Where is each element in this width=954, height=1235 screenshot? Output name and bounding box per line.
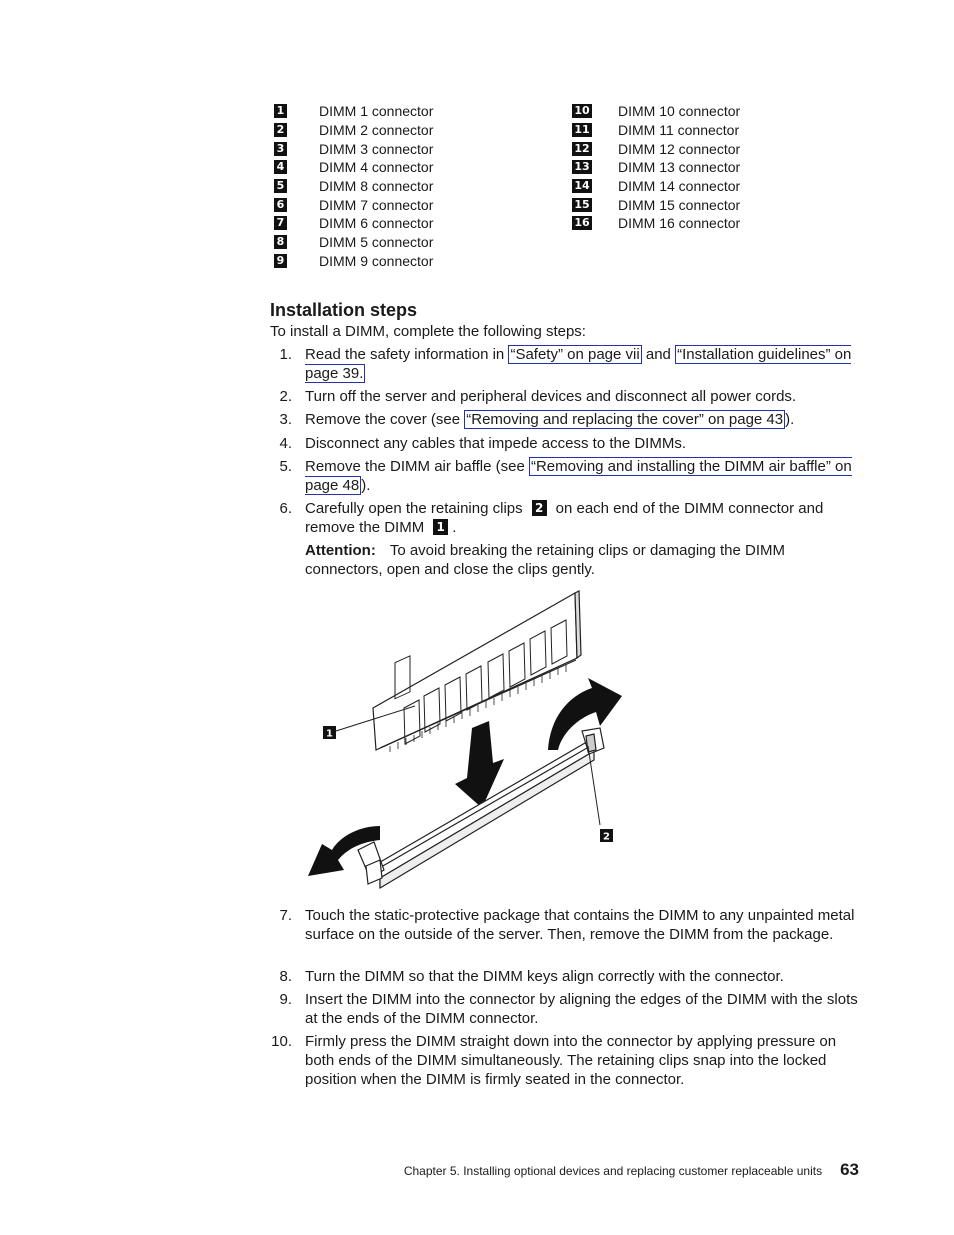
legend-item	[274, 214, 504, 233]
legend-label: DIMM 8 connector	[319, 178, 434, 195]
legend-label: DIMM 7 connector	[319, 196, 434, 213]
step-text: Read the safety information in	[305, 346, 509, 363]
step-text: and	[641, 346, 676, 363]
callout-badge: 16	[572, 216, 592, 230]
page-footer	[404, 1160, 859, 1180]
legend-label: DIMM 13 connector	[618, 159, 741, 176]
legend-label: DIMM 15 connector	[618, 196, 741, 213]
legend-label: DIMM 3 connector	[319, 140, 434, 157]
legend-item	[572, 102, 802, 121]
legend-label: DIMM 16 connector	[618, 215, 741, 232]
legend-item	[572, 214, 802, 233]
legend-item	[572, 158, 802, 177]
step-number: 9.	[279, 991, 292, 1008]
page-number: 63	[840, 1160, 859, 1179]
legend-label: DIMM 9 connector	[319, 252, 434, 269]
callout-badge: 1	[433, 519, 448, 535]
installation-guidelines-link[interactable]: “Installation guidelines” on page 39.	[305, 346, 852, 382]
step-number: 2.	[279, 388, 292, 405]
step-number: 4.	[279, 435, 292, 452]
section-title: Installation steps	[270, 300, 418, 320]
step-text: Firmly press the DIMM straight down into the connector by applying pressure on both ends of the DIMM simultaneously. The retaining clips snap into the locked position when the DIMM is firmly seated in the connector.	[305, 1033, 837, 1088]
step-text: on each end of the DIMM connector and remove the DIMM	[305, 500, 824, 536]
callout-badge: 8	[274, 235, 287, 249]
legend-item	[274, 233, 504, 252]
step-number: 3.	[279, 411, 292, 428]
step-text: Carefully open the retaining clips	[305, 500, 523, 517]
attention-note	[305, 541, 865, 579]
legend-label: DIMM 10 connector	[618, 103, 741, 120]
dimm-removal-figure	[300, 588, 630, 898]
legend-item	[572, 139, 802, 158]
legend-label: DIMM 4 connector	[319, 159, 434, 176]
step-text: Touch the static-protective package that contains the DIMM to any unpainted metal surface on the outside of the server. Then, remove the DIMM from the package.	[305, 907, 855, 943]
callout-badge: 10	[572, 104, 592, 118]
callout-badge: 2	[274, 123, 287, 137]
legend-label: DIMM 12 connector	[618, 140, 741, 157]
safety-link[interactable]: “Safety” on page vii	[510, 346, 640, 363]
callout-badge: 4	[274, 160, 287, 174]
attention-text: To avoid breaking the retaining clips or damaging the DIMM connectors, open and close the clips gently.	[305, 542, 786, 578]
legend-item	[572, 195, 802, 214]
callout-badge: 3	[274, 142, 287, 156]
step-text: Turn off the server and peripheral devices and disconnect all power cords.	[305, 388, 797, 405]
dimm-legend-right	[572, 102, 802, 233]
legend-label: DIMM 5 connector	[319, 234, 434, 251]
step-text: Remove the cover (see	[305, 411, 465, 428]
callout-badge: 9	[274, 254, 287, 268]
legend-item	[274, 195, 504, 214]
intro-text: To install a DIMM, complete the following steps:	[270, 323, 586, 340]
legend-item	[274, 121, 504, 140]
step-text: Insert the DIMM into the connector by aligning the edges of the DIMM with the slots at the ends of the DIMM connector.	[305, 991, 858, 1027]
legend-item	[274, 102, 504, 121]
step-text: Remove the DIMM air baffle (see	[305, 458, 529, 475]
step-text: Disconnect any cables that impede access to the DIMMs.	[305, 435, 687, 452]
legend-item	[572, 177, 802, 196]
attention-label: Attention:	[305, 542, 376, 559]
step-number: 1.	[279, 346, 292, 363]
legend-label: DIMM 6 connector	[319, 215, 434, 232]
legend-label: DIMM 11 connector	[618, 122, 740, 139]
step-number: 8.	[279, 968, 292, 985]
callout-badge: 14	[572, 179, 592, 193]
step-body	[305, 499, 865, 537]
step-number: 7.	[279, 907, 292, 924]
legend-label: DIMM 2 connector	[319, 122, 434, 139]
air-baffle-link[interactable]: “Removing and installing the DIMM air baffle” on page 48	[305, 458, 852, 494]
callout-badge: 7	[274, 216, 287, 230]
dimm-legend-left	[274, 102, 504, 270]
legend-label: DIMM 14 connector	[618, 178, 741, 195]
step-text: ).	[785, 411, 795, 428]
step-number: 5.	[279, 458, 292, 475]
step-number: 6.	[279, 500, 292, 517]
callout-badge: 2	[532, 500, 547, 516]
step-body	[305, 410, 865, 429]
step-text: Turn the DIMM so that the DIMM keys align correctly with the connector.	[305, 968, 784, 985]
legend-item	[274, 139, 504, 158]
callout-badge: 15	[572, 198, 592, 212]
callout-badge: 12	[572, 142, 592, 156]
callout-badge: 5	[274, 179, 287, 193]
chapter-title: Chapter 5. Installing optional devices and replacing customer replaceable units	[403, 1164, 823, 1178]
callout-badge: 13	[572, 160, 592, 174]
step-body	[305, 345, 865, 383]
callout-badge: 1	[274, 104, 287, 118]
step-text: ).	[361, 477, 371, 494]
callout-2-label: 2	[603, 831, 610, 843]
dimm-illustration	[300, 588, 630, 898]
step-number: 10.	[271, 1033, 292, 1050]
step-body	[305, 457, 865, 495]
legend-item	[274, 177, 504, 196]
callout-badge: 11	[572, 123, 592, 137]
legend-item	[274, 158, 504, 177]
step-text: .	[452, 519, 457, 536]
callout-1-label: 1	[326, 728, 333, 740]
removing-cover-link[interactable]: “Removing and replacing the cover” on page 43	[466, 411, 784, 428]
callout-badge: 6	[274, 198, 287, 212]
legend-item	[274, 252, 504, 271]
legend-label: DIMM 1 connector	[319, 103, 434, 120]
legend-item	[572, 121, 802, 140]
